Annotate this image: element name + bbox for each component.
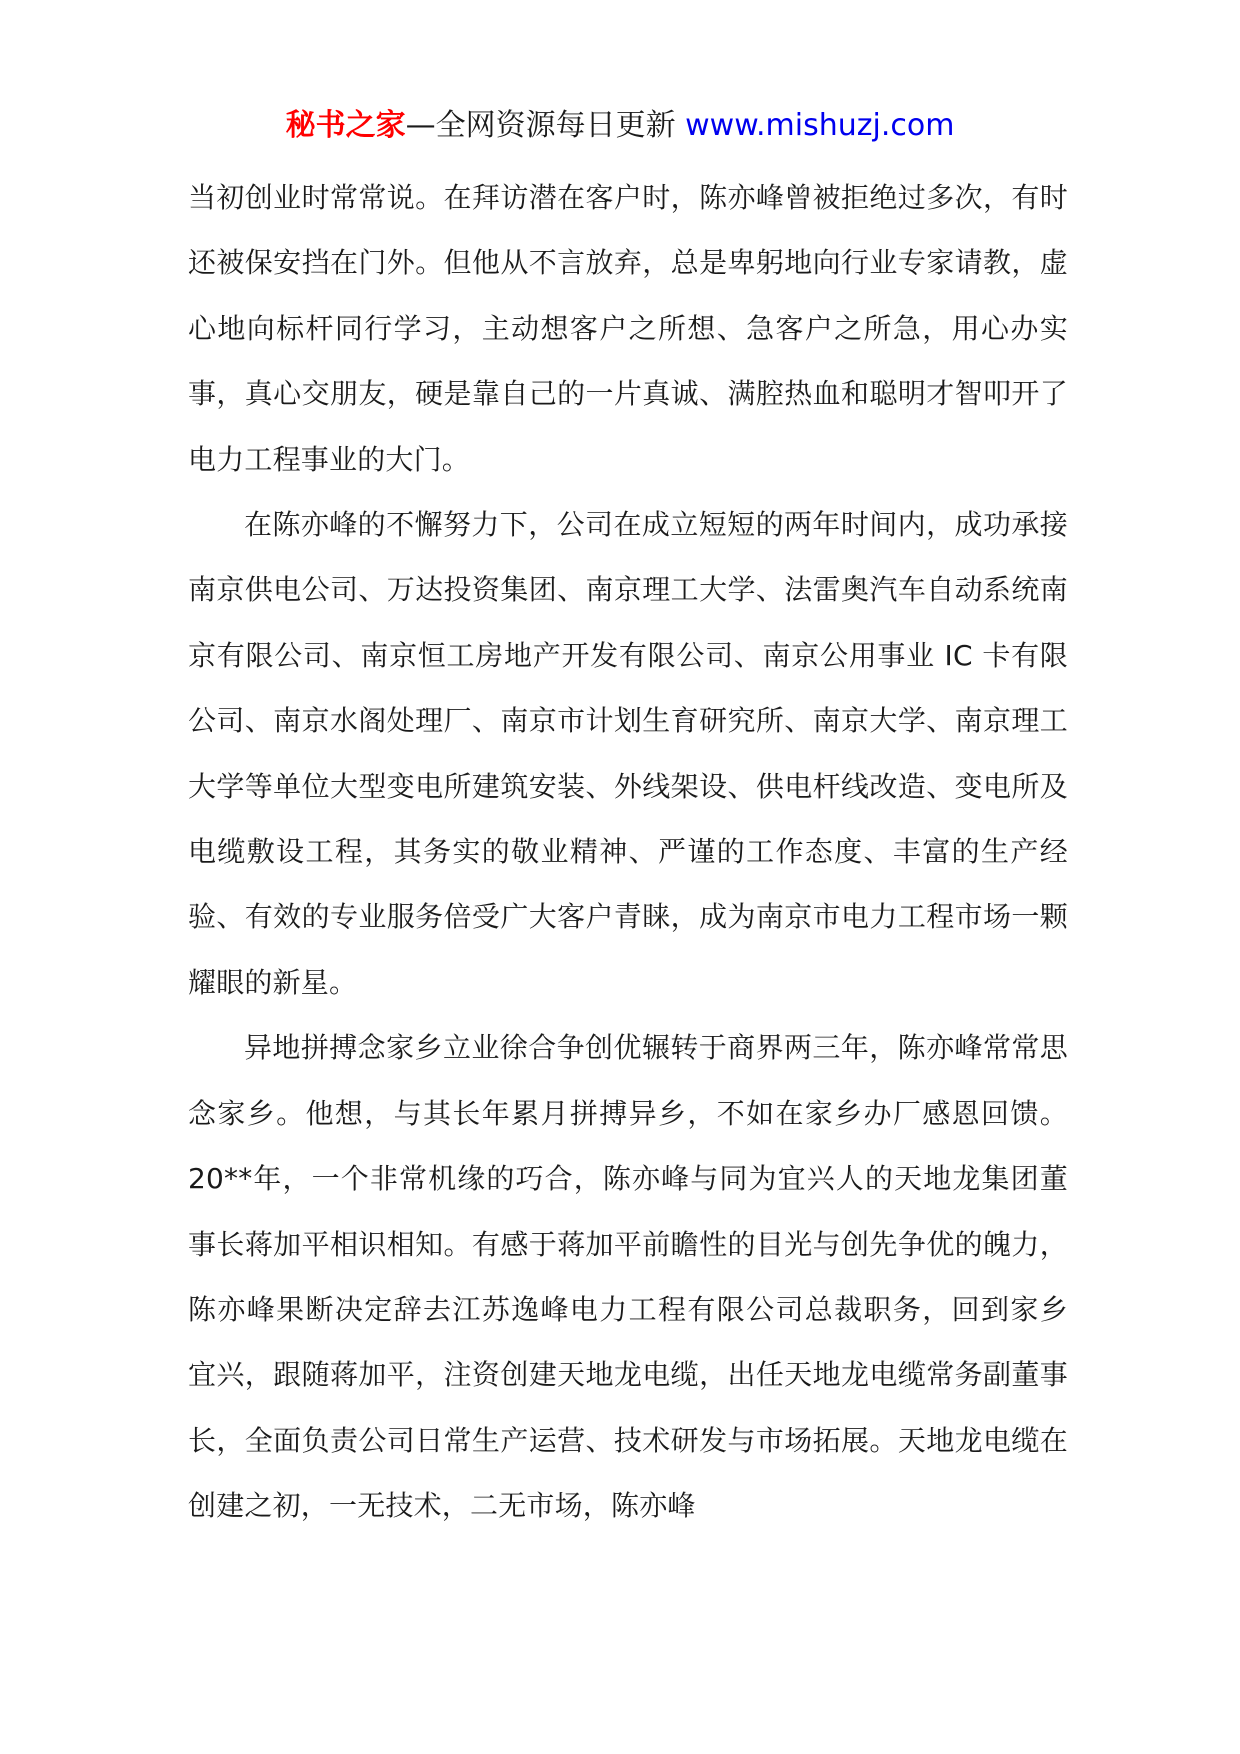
paragraph-2: 在陈亦峰的不懈努力下，公司在成立短短的两年时间内，成功承接南京供电公司、万达投资集团、南京理工大学、法雷奥汽车自动系统南京有限公司、南京恒工房地产开发有限公司、南京公用事业 IC 卡有限公司、南京水阁处理厂、南京市计划生育研究所、南京大学、南京理工大学等单位大型变电所建筑安装、外线架设、供电杆线改造、变电所及电缆敷设工程，其务实的敬业精神、严谨的工作态度、丰富的生产经验、有效的专业服务倍受广大客户青睐，成为南京市电力工程市场一颗耀眼的新星。 — [188, 508, 1068, 999]
brand-name: 秘书之家 — [285, 108, 406, 143]
page-header — [0, 104, 1240, 148]
paragraph-1: 当初创业时常常说。在拜访潜在客户时，陈亦峰曾被拒绝过多次，有时还被保安挡在门外。但他从不言放弃，总是卑躬地向行业专家请教，虚心地向标杆同行学习，主动想客户之所想、急客户之所急，用心办实事，真心交朋友，硬是靠自己的一片真诚、满腔热血和聪明才智叩开了电力工程事业的大门。 — [188, 181, 1068, 476]
paragraph-3: 异地拼搏念家乡立业徐合争创优辗转于商界两三年，陈亦峰常常思念家乡。他想，与其长年累月拼搏异乡，不如在家乡办厂感恩回馈。20**年，一个非常机缘的巧合，陈亦峰与同为宜兴人的天地龙集团董事长蒋加平相识相知。有感于蒋加平前瞻性的目光与创先争优的魄力，陈亦峰果断决定辞去江苏逸峰电力工程有限公司总裁职务，回到家乡 宜兴，跟随蒋加平，注资创建天地龙电缆，出任天地龙电缆常务副董事长，全面负责公司日常生产运营、技术研发与市场拓展。天地龙电缆在创建之初，一无技术，二无市场，陈亦峰 — [188, 1031, 1068, 1523]
document-body — [188, 165, 1068, 1539]
header-tagline: —全网资源每日更新 — [405, 108, 686, 143]
site-url-link[interactable]: www.mishuzj.com — [685, 108, 955, 143]
